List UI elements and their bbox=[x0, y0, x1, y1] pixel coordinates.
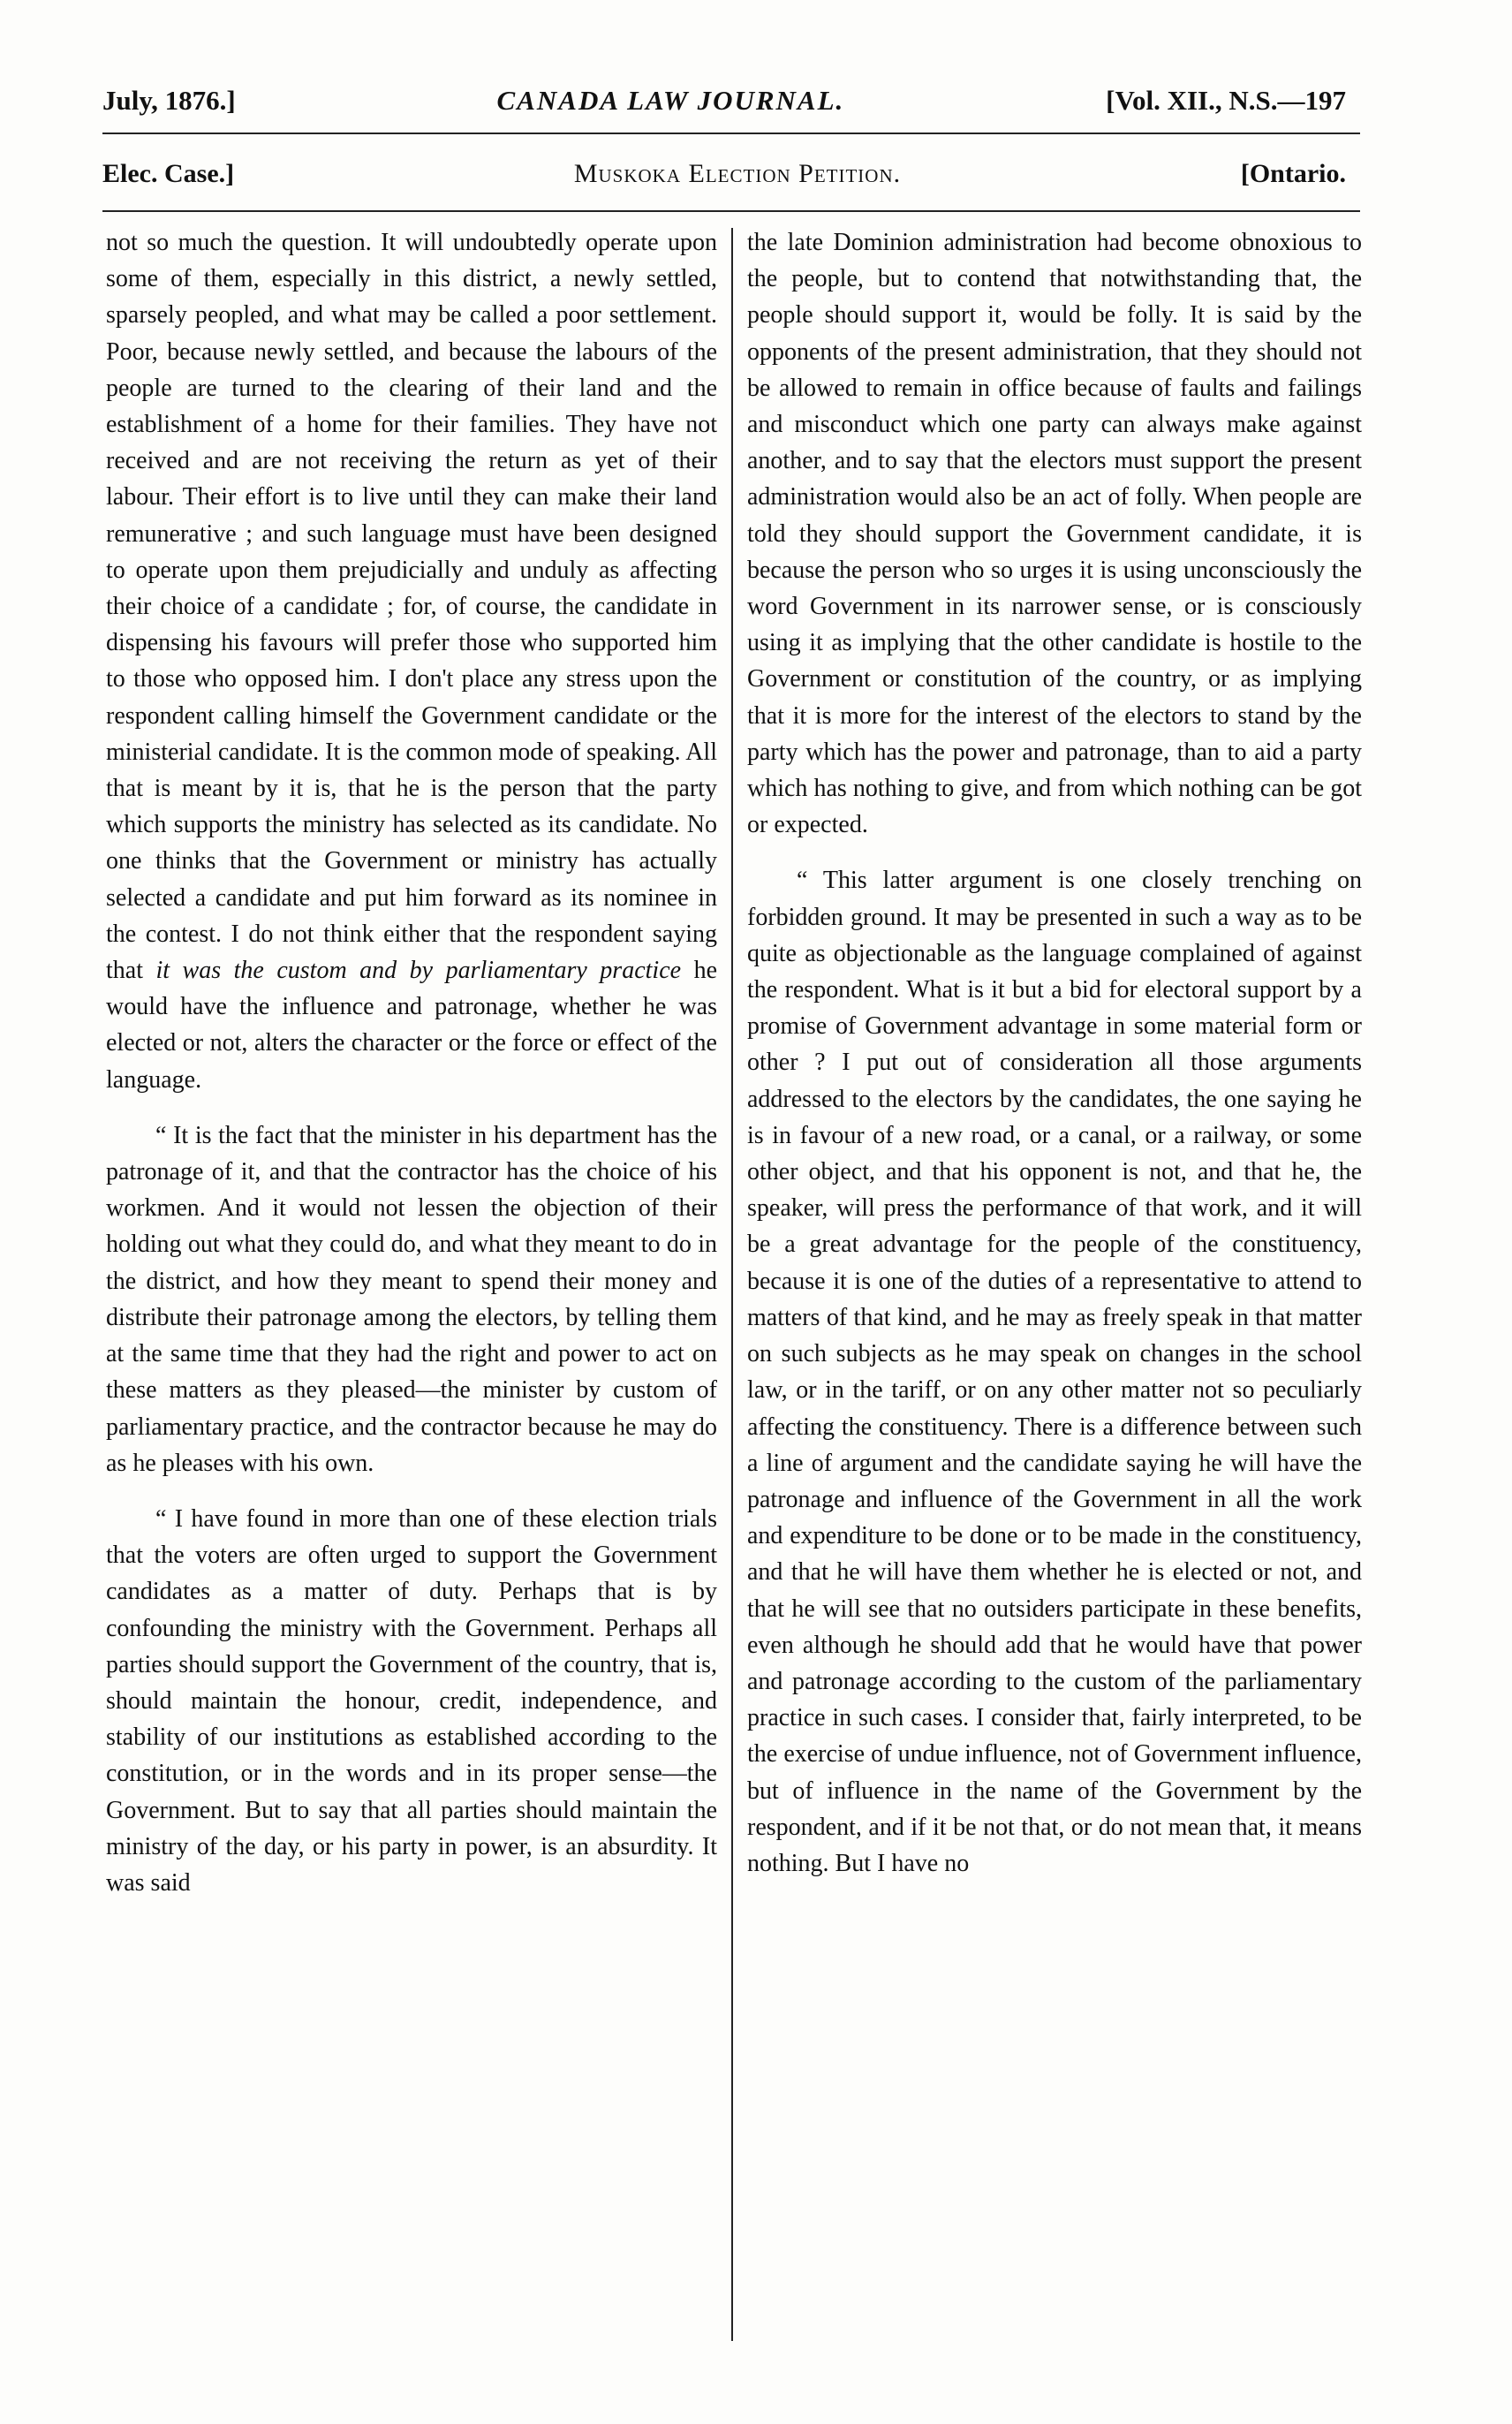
volume-page-number: [Vol. XII., N.S.—197 bbox=[1106, 85, 1346, 116]
issue-date: July, 1876.] bbox=[102, 85, 236, 116]
journal-title: CANADA LAW JOURNAL. bbox=[496, 85, 845, 116]
italic-phrase: it was the custom and by parliamentary practice bbox=[155, 957, 682, 985]
paragraph: the late Dominion administration had become obnoxious to the people, but to contend that notwithstanding that, the people should support it, would be folly. It is said by the opponents of the present administration, that they should not be allowed to remain in office because of faults and failings and misconduct which one party can always make against another, and to say that the electors must support the present administration would also be an act of folly. When people are told they should support the Government candidate, it is because the person who so urges it is using unconsciously the word Government in its narrower sense, or is consciously using it as implying that the other candidate is hostile to the Government or constitution of the country, or as implying that it is more for the interest of the electors to stand by the party which has the power and patronage, than to aid a party which has nothing to give, and from which nothing can be got or expected. bbox=[747, 229, 1362, 839]
running-head bbox=[102, 78, 1346, 124]
paragraph-text: he would have the influence and patronage, whether he was elected or not, alters the character or the force or effect of the language. bbox=[106, 957, 717, 1094]
right-column bbox=[747, 224, 1362, 1882]
case-category: Elec. Case.] bbox=[102, 159, 235, 188]
header-rule bbox=[102, 133, 1360, 134]
section-rule bbox=[102, 210, 1360, 212]
paragraph: “ This latter argument is one closely trenching on forbidden ground. It may be presented in such a way as to be quite as objectionable as the language complained of against the respondent. What is it but a bid for electoral support by a promise of Government advantage in some material form or other ? I put out of consideration all those arguments addressed to the electors by the candidates, the one saying he is in favour of a new road, or a canal, or a railway, or some other object, and that his opponent is not, and that he, the speaker, will press the performance of that work, and it will be a great advantage for the people of the constituency, because it is one of the duties of a representative to attend to matters of that kind, and he may as freely speak in that matter on such subjects as he may speak on changes in the school law, or in the tariff, or on any other matter not so peculiarly affecting the constituency. There is a difference between such a line of argument and the candidate saying he will have the patronage and influence of the Government in all the work and expenditure to be done or to be made in the constituency, and that he will have them whether he is elected or not, and that he will see that no outsiders participate in these benefits, even although he should add that he would have that power and patronage according to the custom of the parliamentary practice in such cases. I consider that, fairly interpreted, to be the exercise of undue influence, not of Government influence, but of influence in the name of the Government by the respondent, and if it be not that, or do not mean that, it means nothing. But I have no bbox=[747, 867, 1362, 1877]
section-head bbox=[102, 152, 1346, 196]
paragraph bbox=[106, 224, 717, 1098]
left-column bbox=[106, 224, 717, 1901]
column-divider bbox=[731, 228, 733, 2341]
jurisdiction: [Ontario. bbox=[1240, 159, 1346, 188]
paragraph-text: not so much the question. It will undoubtedly operate upon some of them, especially in this district, a newly settled, sparsely peopled, and what may be called a poor settlement. Poor, because newly settled, and because the labours of the people are turned to the clearing of their land and the establishment of a home for their families. They have not received and are not receiving the return as yet of their labour. Their effort is to live until they can make their land remunerative ; and such language must have been designed to operate upon them prejudicially and unduly as affecting their choice of a candidate ; for, of course, the candidate in dispensing his favours will prefer those who supported him to those who opposed him. I don't place any stress upon the respondent calling himself the Government candidate or the ministerial candidate. It is the common mode of speaking. All that is meant by it is, that he is the person that the party which supports the ministry has selected as its candidate. No one thinks that the Government or ministry has actually selected a candidate and put him forward as its nominee in the contest. I do not think either that the respondent saying that bbox=[106, 229, 717, 985]
case-title: Muskoka Election Petition. bbox=[573, 159, 902, 188]
paragraph: “ It is the fact that the minister in his department has the patronage of it, and that the contractor has the choice of his workmen. And it would not lessen the objection of their holding out what they could do, and what they meant to do in the district, and how they meant to spend their money and distribute their patronage among the electors, by telling them at the same time that they had the right and power to act on these matters as they pleased—the minister by custom of parliamentary practice, and the contractor because he may do as he pleases with his own. bbox=[106, 1121, 717, 1477]
paragraph: “ I have found in more than one of these election trials that the voters are often urged to support the Government candidates as a matter of duty. Perhaps that is by confounding the ministry with the Government. Perhaps all parties should support the Government of the country, that is, should maintain the honour, credit, independence, and stability of our institutions as established according to the constitution, or in the words and in its proper sense—the Government. But to say that all parties should maintain the ministry of the day, or his party in power, is an absurdity. It was said bbox=[106, 1504, 717, 1897]
